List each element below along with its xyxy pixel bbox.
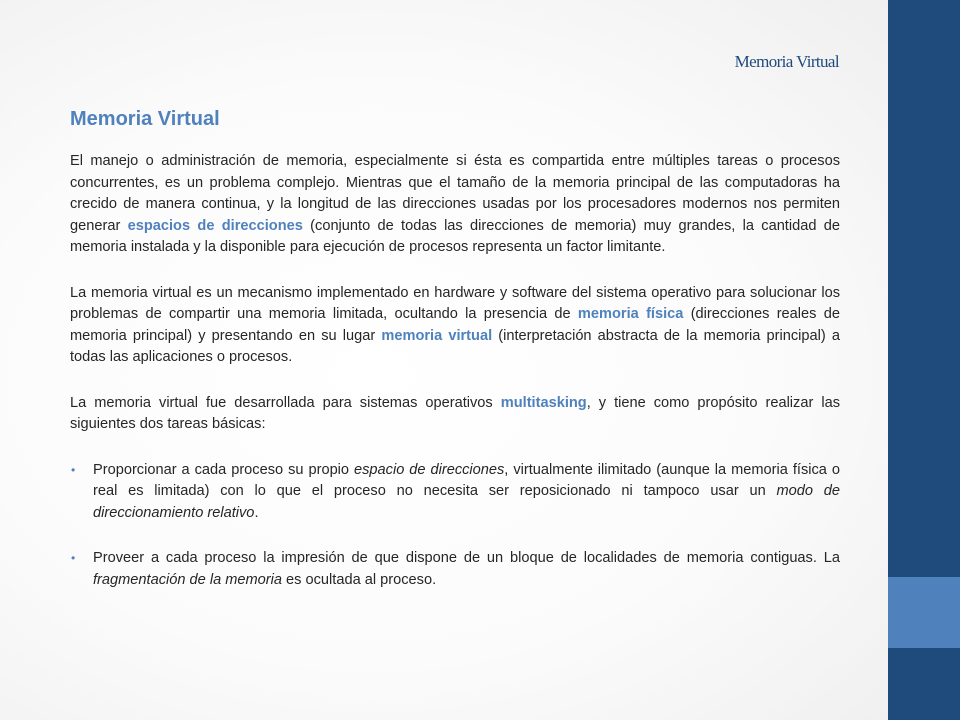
paragraph-1: [70, 151, 840, 259]
link-espacios-de-direcciones[interactable]: espacios de direcciones: [127, 217, 303, 234]
bullet-1-text-b: , virtualmente ilimitado (aunque la memoria física o real es limitada) con lo que el proceso no necesita ser reposicionado ni tampoco usar un: [93, 461, 840, 499]
slide-content: [70, 108, 840, 615]
paragraph-2: [70, 283, 840, 369]
bullet-item-2: [70, 548, 840, 591]
bullet-1-text-c: .: [254, 504, 259, 521]
sidebar-accent-block: [888, 577, 960, 648]
paragraph-1-text-a: El manejo o administración de memoria, especialmente si ésta es compartida entre múltiples tareas o procesos concurrentes, es un problema complejo. Mientras que el tamaño de la memoria principal de las computadoras ha crecido de manera continua, y la longitud de las direcciones usadas por los procesadores modernos nos permiten generar: [70, 153, 840, 234]
bullet-1-text-a: Proporcionar a cada proceso su propio: [93, 461, 355, 478]
header-title: Memoria Virtual: [734, 52, 839, 71]
bullet-1-em-2: modo de direccionamiento relativo: [93, 483, 840, 521]
slide-heading: Memoria Virtual: [70, 108, 220, 130]
bullet-list: [70, 460, 840, 592]
paragraph-3-text-a: La memoria virtual fue desarrollada para sistemas operativos: [70, 394, 501, 411]
paragraph-2-text-b: (direcciones reales de memoria principal) y presentando en su lugar: [70, 306, 840, 344]
bullet-2-em-1: fragmentación de la memoria: [93, 571, 282, 588]
paragraph-1-text-b: (conjunto de todas las direcciones de memoria) muy grandes, la cantidad de memoria instalada y la disponible para ejecución de procesos representa un factor limitante.: [70, 217, 840, 255]
bullet-dot-icon: •: [71, 551, 76, 565]
paragraph-3-text-b: , y tiene como propósito realizar las siguientes dos tareas básicas:: [70, 394, 840, 432]
link-multitasking[interactable]: multitasking: [500, 394, 587, 411]
bullet-2-text-a: Proveer a cada proceso la impresión de que dispone de un bloque de localidades de memoria contiguas. La: [93, 550, 840, 566]
paragraph-2-text-c: (interpretación abstracta de la memoria principal) a todas las aplicaciones o procesos.: [70, 327, 840, 365]
bullet-item-1: [70, 460, 840, 525]
bullet-2-text-b: es ocultada al proceso.: [282, 571, 437, 588]
link-memoria-fisica[interactable]: memoria física: [577, 306, 684, 322]
bullet-1-em-1: espacio de direcciones: [354, 461, 505, 478]
link-memoria-virtual[interactable]: memoria virtual: [381, 327, 493, 344]
paragraph-3: [70, 393, 840, 436]
paragraph-2-text-a: La memoria virtual es un mecanismo implementado en hardware y software del sistema operativo para solucionar los problemas de compartir una memoria limitada, ocultando la presencia de: [70, 284, 840, 322]
bullet-dot-icon: •: [71, 462, 76, 477]
